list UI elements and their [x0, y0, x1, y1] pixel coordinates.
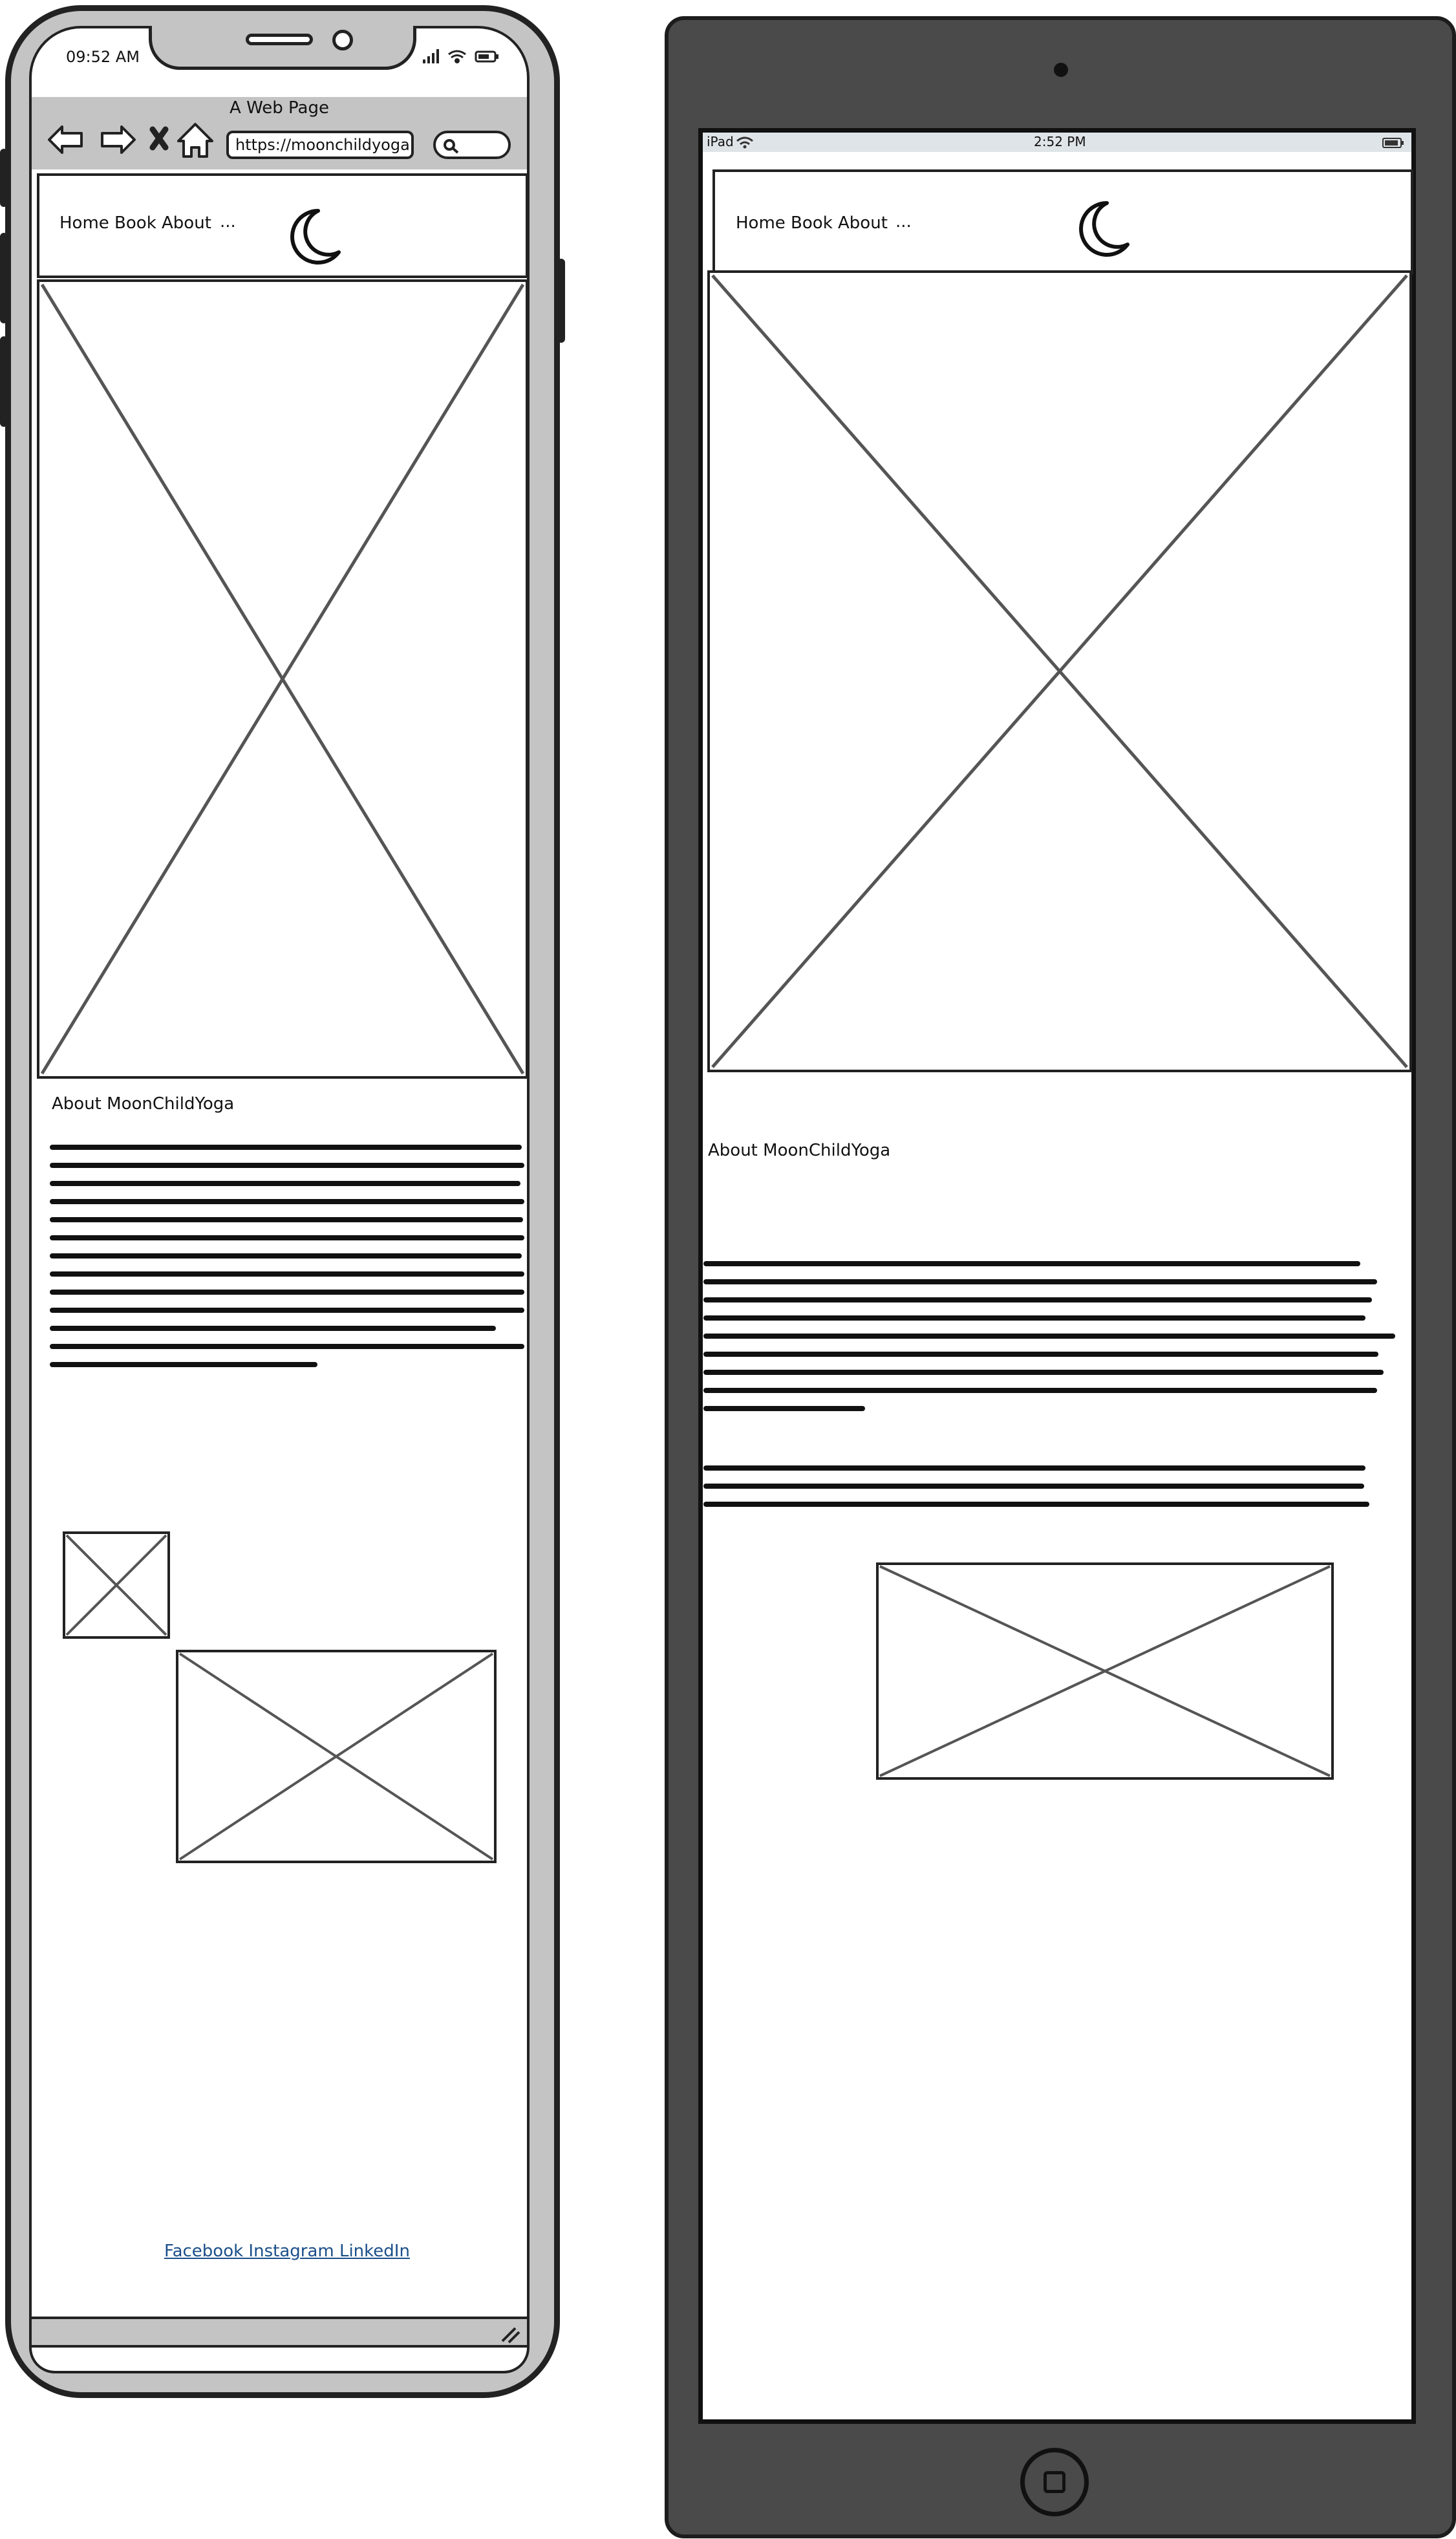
browser-title: A Web Page: [230, 98, 329, 118]
wifi-icon: [449, 51, 466, 63]
phone-power-button: [557, 259, 565, 343]
phone-medium-image-placeholder: [176, 1650, 497, 1863]
phone-camera: [332, 30, 353, 50]
phone-side-button: [0, 149, 8, 207]
battery-icon: [476, 52, 498, 61]
battery-icon: [1382, 136, 1406, 149]
tablet-status-time: 2:52 PM: [1034, 134, 1086, 149]
tablet-hero-image-placeholder: [707, 270, 1412, 1072]
tablet-status-bar: [703, 133, 1411, 152]
phone-bottom-bezel: [29, 2348, 530, 2373]
phone-hero-image-placeholder: [37, 279, 528, 1079]
signal-icon: [423, 49, 439, 63]
phone-nav-links[interactable]: Home Book About: [59, 213, 211, 233]
tablet-about-paragraph-1: [703, 1261, 1397, 1436]
resize-grip-icon[interactable]: [497, 2322, 523, 2345]
phone-small-image-placeholder: [63, 1531, 170, 1639]
url-input[interactable]: https://moonchildyoga: [226, 131, 414, 159]
back-arrow-icon[interactable]: [49, 127, 81, 153]
tablet-about-heading: About MoonChildYoga: [708, 1141, 891, 1160]
crescent-moon-icon: [1073, 198, 1131, 260]
tablet-camera: [1054, 63, 1068, 77]
phone-side-button: [0, 233, 8, 323]
phone-nav-more[interactable]: ...: [220, 212, 236, 232]
tablet-nav-more[interactable]: ...: [895, 212, 912, 232]
phone-browser-bottom-bar: [29, 2317, 530, 2348]
search-icon: [442, 137, 462, 155]
wifi-icon: [735, 135, 755, 149]
home-icon[interactable]: [178, 124, 212, 157]
phone-speaker: [246, 34, 313, 45]
tablet-device-label: iPad: [707, 134, 734, 149]
phone-about-paragraph: [50, 1145, 524, 1390]
forward-arrow-icon[interactable]: [102, 127, 134, 153]
tablet-secondary-image-placeholder: [876, 1562, 1334, 1780]
phone-status-icons: [422, 47, 506, 65]
browser-nav-buttons: [47, 122, 221, 160]
close-x-icon[interactable]: [153, 129, 166, 147]
phone-notch: [149, 26, 416, 70]
phone-side-button: [0, 336, 8, 427]
social-links[interactable]: Facebook Instagram LinkedIn: [164, 2242, 410, 2261]
crescent-moon-icon: [284, 206, 343, 268]
tablet-nav-links[interactable]: Home Book About: [736, 213, 888, 233]
phone-status-time: 09:52 AM: [66, 48, 140, 66]
phone-about-heading: About MoonChildYoga: [52, 1094, 235, 1114]
tablet-home-button-icon: [1044, 2471, 1065, 2493]
tablet-about-paragraph-2: [703, 1465, 1397, 1530]
search-field[interactable]: [433, 131, 511, 159]
